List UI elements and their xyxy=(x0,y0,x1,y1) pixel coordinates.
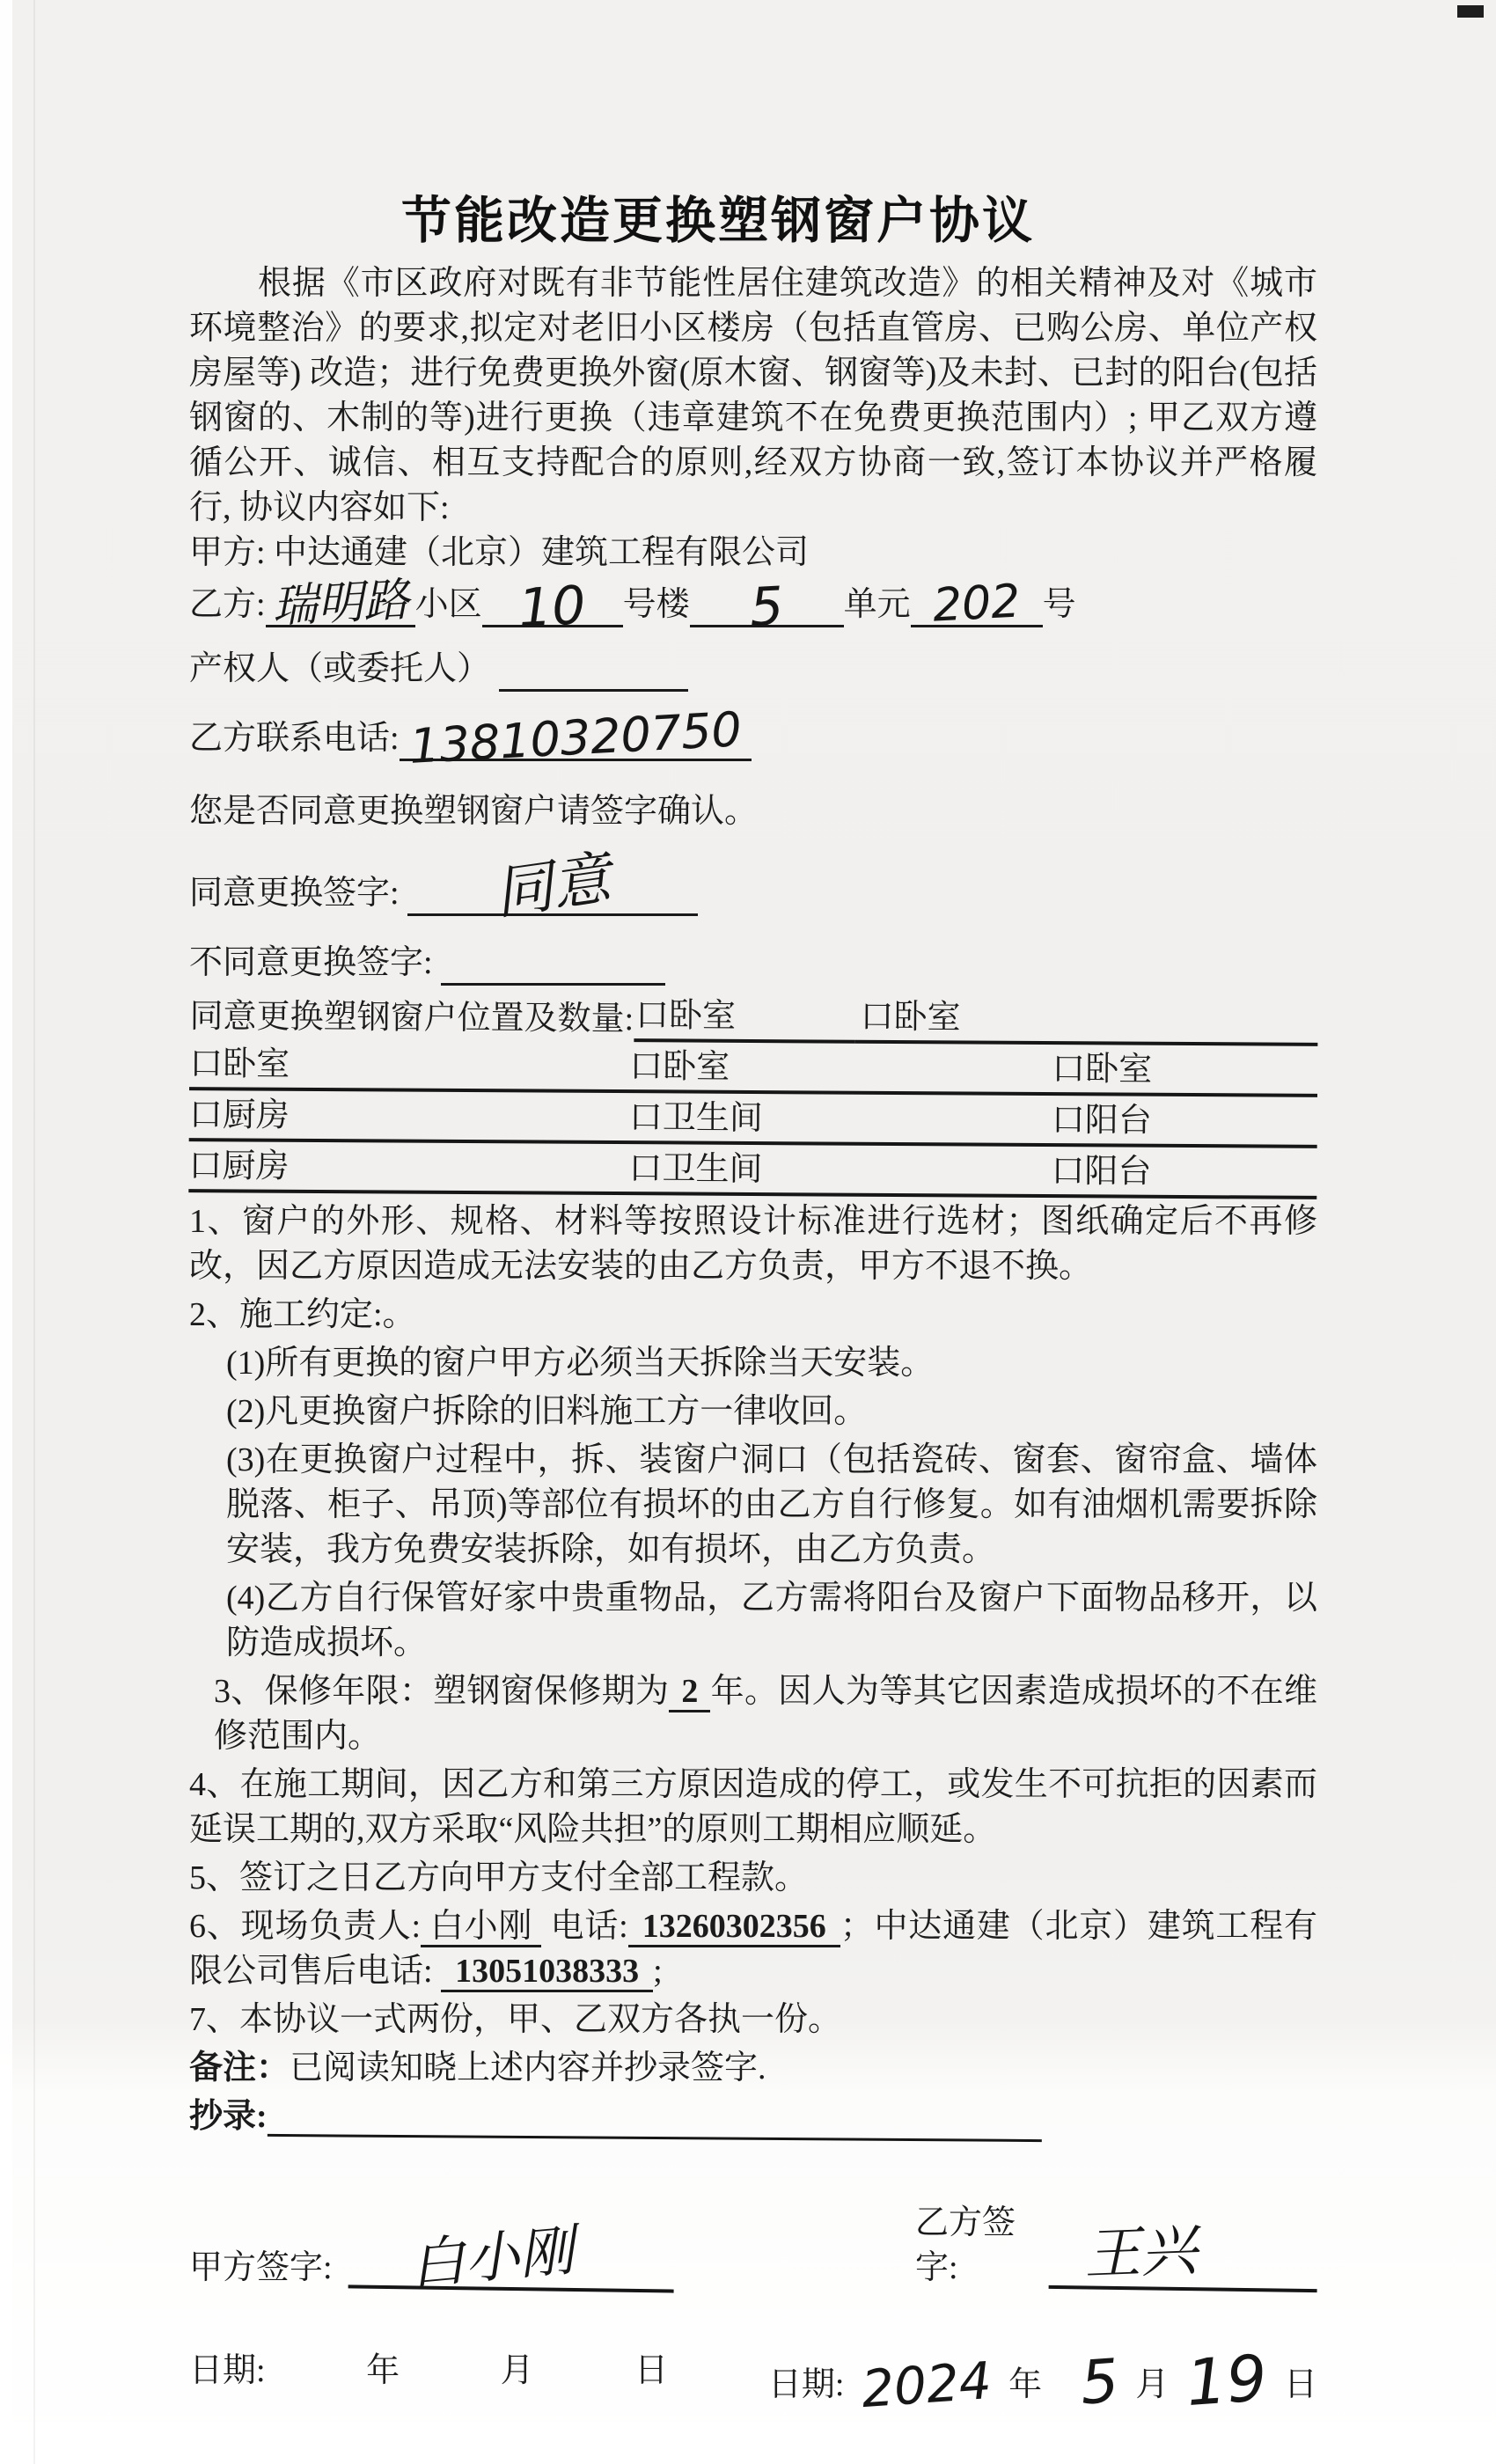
clause-3-text-after: 年。因人为等其它因素造成损坏的不在维修范围内。 xyxy=(214,1673,1317,1755)
location-cell: 口阳台 xyxy=(1051,1153,1152,1191)
clause-2-1: (1)所有更换的窗户甲方必须当天拆除当天安装。 xyxy=(226,1345,935,1382)
location-cell: 口卧室 xyxy=(854,995,1317,1046)
intro-paragraph: 根据《市区政府对既有非节能性居住建筑改造》的相关精神及对《城市环境整治》的要求,拟定对老旧小区楼房（包括直管房、已购公房、单位产权房屋等) 改造；进行免费更换外窗(原木窗、钢窗等)及未封、已封的阳台(包括钢窗的、木制的等)进行更换（违章建筑不在免费更换范围内）; 甲乙双方遵循公开、诚信、相互支持配合的原则,经双方协商一致,签订本协议并严格履行, 协议内容如下: xyxy=(189,265,1317,526)
party-b-label: 乙方: xyxy=(189,586,266,623)
document-content xyxy=(188,193,1317,2421)
disagree-signature-line xyxy=(189,939,1317,986)
year-label: 年 xyxy=(1008,2366,1043,2403)
agree-handwriting: 同意 xyxy=(490,844,615,928)
clause-2-3: (3)在更换窗户过程中，拆、装窗户洞口（包括瓷砖、窗套、窗帘盒、墙体脱落、柜子、吊顶)等部位有损坏的由乙方自行修复。如有油烟机需要拆除安装，我方免费安装拆除，如有损坏，由乙方负责。 xyxy=(226,1441,1317,1568)
date-row xyxy=(189,2340,1317,2421)
location-cell: 口卧室 xyxy=(1052,1051,1153,1089)
community-field xyxy=(266,573,415,634)
day-label: 日 xyxy=(634,2352,669,2389)
remark-label: 备注： xyxy=(189,2050,290,2086)
signature-row xyxy=(189,2201,1317,2297)
remark-text: 已阅读知晓上述内容并抄录签字. xyxy=(290,2050,766,2086)
remark-line xyxy=(189,2046,1317,2091)
party-a-line: 甲方: 中达通建（北京）建筑工程有限公司 xyxy=(189,534,810,571)
month-handwriting: 5 xyxy=(1077,2346,1121,2419)
building-field xyxy=(482,575,623,640)
clause-3-text: 3、保修年限：塑钢窗保修期为 xyxy=(214,1673,670,1710)
locations-header-row xyxy=(189,991,1317,1046)
unit-field xyxy=(690,576,844,639)
copy-label: 抄录: xyxy=(189,2098,268,2135)
location-cell: 口阳台 xyxy=(1051,1102,1152,1140)
disagree-signature-field xyxy=(441,939,665,986)
site-manager-name: 白小刚 xyxy=(421,1908,541,1947)
day-label: 日 xyxy=(1283,2366,1317,2403)
location-cell: 口卫生间 xyxy=(628,1099,763,1138)
party-b-signature-block xyxy=(915,2201,1317,2291)
unit-handwriting: 5 xyxy=(748,576,785,639)
phone-handwriting: 13810320750 xyxy=(407,701,743,774)
year-handwriting: 2024 xyxy=(859,2350,994,2420)
clause-4: 4、在施工期间，因乙方和第三方原因造成的停工，或发生不可抗拒的因素而延误工期的,双方采取“风险共担”的原则工期相应顺延。 xyxy=(189,1766,1317,1848)
warranty-years-value: 2 xyxy=(669,1673,710,1712)
disagree-label: 不同意更换签字: xyxy=(189,944,433,981)
clause-2-4: (4)乙方自行保管好家中贵重物品，乙方需将阳台及窗户下面物品移开，以防造成损坏。 xyxy=(226,1580,1317,1661)
agree-label: 同意更换签字: xyxy=(189,875,400,912)
party-b-signature-label: 乙方签字: xyxy=(915,2204,1016,2286)
clause-2: 2、施工约定:。 xyxy=(189,1296,416,1333)
owner-line xyxy=(189,645,1317,692)
locations-row xyxy=(188,1141,1316,1199)
location-cell: 口厨房 xyxy=(188,1148,290,1185)
consent-question: 您是否同意更换塑钢窗户请签字确认。 xyxy=(189,793,759,830)
site-manager-phone: 13260302356 xyxy=(628,1908,840,1947)
clause-6-phone-label: 电话: xyxy=(550,1908,628,1945)
owner-label: 产权人（或委托人） xyxy=(189,650,491,687)
community-handwriting: 瑞明路 xyxy=(270,573,411,634)
party-b-line xyxy=(189,573,1317,640)
phone-line xyxy=(189,701,1317,774)
locations-label: 同意更换塑钢窗户位置及数量: xyxy=(189,998,634,1038)
room-field xyxy=(911,575,1043,633)
phone-label: 乙方联系电话: xyxy=(189,720,400,757)
party-a-signature-block xyxy=(189,2201,915,2297)
month-label: 月 xyxy=(500,2352,534,2389)
locations-row xyxy=(189,1090,1317,1148)
clause-3 xyxy=(189,1669,1317,1759)
building-handwriting: 10 xyxy=(517,575,588,640)
clause-1: 1、窗户的外形、规格、材料等按照设计标准进行选材；图纸确定后不再修改，因乙方原因造成无法安装的由乙方负责，甲方不退不换。 xyxy=(189,1203,1317,1285)
location-cell: 口厨房 xyxy=(188,1096,290,1134)
party-a-signature-field xyxy=(348,2218,674,2297)
day-handwriting: 19 xyxy=(1184,2340,1270,2421)
phone-field xyxy=(400,701,752,774)
party-b-signature-field xyxy=(1049,2218,1318,2292)
party-a-signature-label: 甲方签字: xyxy=(189,2249,333,2286)
agree-signature-field xyxy=(407,844,698,928)
clause-6-end: ; xyxy=(653,1953,663,1990)
room-handwriting: 202 xyxy=(931,575,1022,633)
room-label: 号 xyxy=(1042,586,1076,623)
location-cell: 口卧室 xyxy=(634,994,855,1044)
party-b-date-block xyxy=(767,2340,1317,2421)
locations-row xyxy=(189,1039,1317,1097)
copy-field xyxy=(267,2094,1041,2142)
building-label: 号楼 xyxy=(622,586,690,623)
location-cell: 口卧室 xyxy=(629,1048,730,1086)
party-a-date-label: 日期: xyxy=(189,2352,266,2389)
unit-label: 单元 xyxy=(843,586,911,623)
community-suffix: 小区 xyxy=(414,586,482,623)
party-b-signature-handwriting: 王兴 xyxy=(1082,2218,1199,2288)
document-title: 节能改造更换塑钢窗户协议 xyxy=(401,193,1035,249)
clause-6-prefix: 6、现场负责人: xyxy=(189,1908,422,1945)
location-cell: 口卫生间 xyxy=(628,1150,763,1189)
clause-5: 5、签订之日乙方向甲方支付全部工程款。 xyxy=(189,1859,809,1896)
scan-crease-line xyxy=(33,0,35,2464)
scan-edge-left xyxy=(0,0,12,2464)
clause-2-2: (2)凡更换窗户拆除的旧料施工方一律收回。 xyxy=(226,1393,868,1430)
clause-6-mid: ；中达通建（北京）建筑工程有限公司售后电话: xyxy=(189,1908,1317,1990)
scan-corner-artifact xyxy=(1457,5,1484,18)
clause-6 xyxy=(189,1904,1317,1994)
clause-7: 7、本协议一式两份，甲、乙双方各执一份。 xyxy=(189,2001,842,2038)
location-cell: 口卧室 xyxy=(189,1045,290,1083)
party-b-date-label: 日期: xyxy=(767,2366,845,2403)
year-label: 年 xyxy=(366,2352,400,2389)
copy-line xyxy=(189,2094,1317,2139)
month-label: 月 xyxy=(1135,2366,1170,2403)
after-sales-phone: 13051038333 xyxy=(441,1953,653,1992)
party-a-signature-handwriting: 白小刚 xyxy=(407,2218,576,2297)
locations-table xyxy=(188,991,1317,1199)
agree-signature-line xyxy=(189,844,1317,928)
party-a-date-block xyxy=(189,2349,768,2413)
owner-field xyxy=(499,645,688,692)
